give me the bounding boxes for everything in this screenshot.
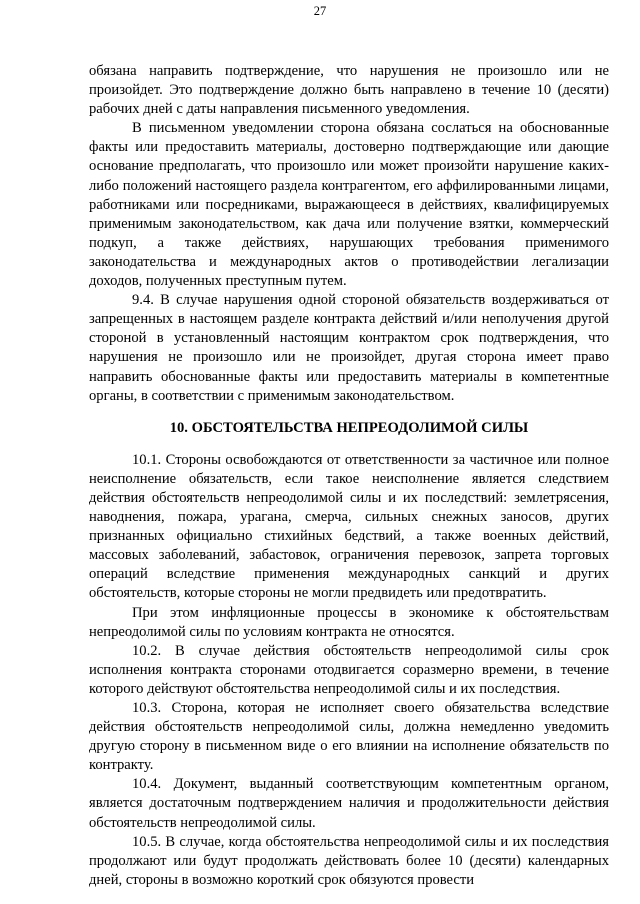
document-body (89, 62, 609, 890)
paragraph-continuation: обязана направить подтверждение, что нарушения не произошло или не произойдет. Это подтверждение должно быть направлено в течение 10 (десяти) рабочих дней с даты направления письменного уведомления. (89, 63, 609, 118)
paragraph-10-5: 10.5. В случае, когда обстоятельства непреодолимой силы и их последствия продолжают или будут продолжать действовать более 10 (десяти) календарных дней, стороны в возможно короткий срок обязуются провести (89, 833, 609, 888)
paragraph-10-1: 10.1. Стороны освобождаются от ответственности за частичное или полное неисполнение обязательств, если такое неисполнение является следствием действия обстоятельств непреодолимой силы и их последствий: землетрясения, наводнения, пожара, урагана, смерча, сильных снежных заносов, других признанных официально стихийных бедствий, а также военных действий, массовых заболеваний, забастовок, ограничения перевозок, запрета торговых операций вследствие применения международных санкций и других обстоятельств, которые стороны не могли предвидеть или предотвратить. (89, 451, 609, 602)
section-heading: 10. ОБСТОЯТЕЛЬСТВА НЕПРЕОДОЛИМОЙ СИЛЫ (169, 419, 529, 436)
paragraph-10-3: 10.3. Сторона, которая не исполняет своего обязательства вследствие действия обстоятельств непреодолимой силы, должна немедленно уведомить другую сторону в письменном виде о его влиянии на исполнение обязательств по контракту. (89, 700, 609, 774)
page-number: 27 (313, 4, 327, 18)
paragraph-written-notice: В письменном уведомлении сторона обязана сослаться на обоснованные факты или предоставить материалы, достоверно подтверждающие или дающие основание предполагать, что произошло или может произойти нарушение каких-либо положений настоящего раздела контрагентом, его аффилированными лицами, работниками или посредниками, выражающееся в действиях, квалифицируемых применимым законодательством, как дача или получение взятки, коммерческий подкуп, а также действиях, нарушающих требования применимого законодательства и международных актов о противодействии легализации доходов, полученных преступным путем. (89, 120, 609, 290)
paragraph-9-4: 9.4. В случае нарушения одной стороной обязательств воздерживаться от запрещенных в настоящем разделе контракта действий и/или неполучения другой стороной в установленный настоящим контрактом срок подтверждения, что нарушения не произошло или не произойдет, другая сторона имеет право направить обоснованные факты или предоставить материалы в компетентные органы, в соответствии с применимым законодательством. (89, 292, 609, 404)
paragraph-inflation: При этом инфляционные процессы в экономике к обстоятельствам непреодолимой силы по условиям контракта не относятся. (89, 604, 609, 640)
paragraph-10-4: 10.4. Документ, выданный соответствующим компетентным органом, является достаточным подтверждением наличия и продолжительности действия обстоятельств непреодолимой силы. (89, 776, 609, 831)
paragraph-10-2: 10.2. В случае действия обстоятельств непреодолимой силы срок исполнения контракта сторонами отодвигается соразмерно времени, в течение которого действуют обстоятельства непреодолимой силы и их последствия. (89, 642, 609, 697)
